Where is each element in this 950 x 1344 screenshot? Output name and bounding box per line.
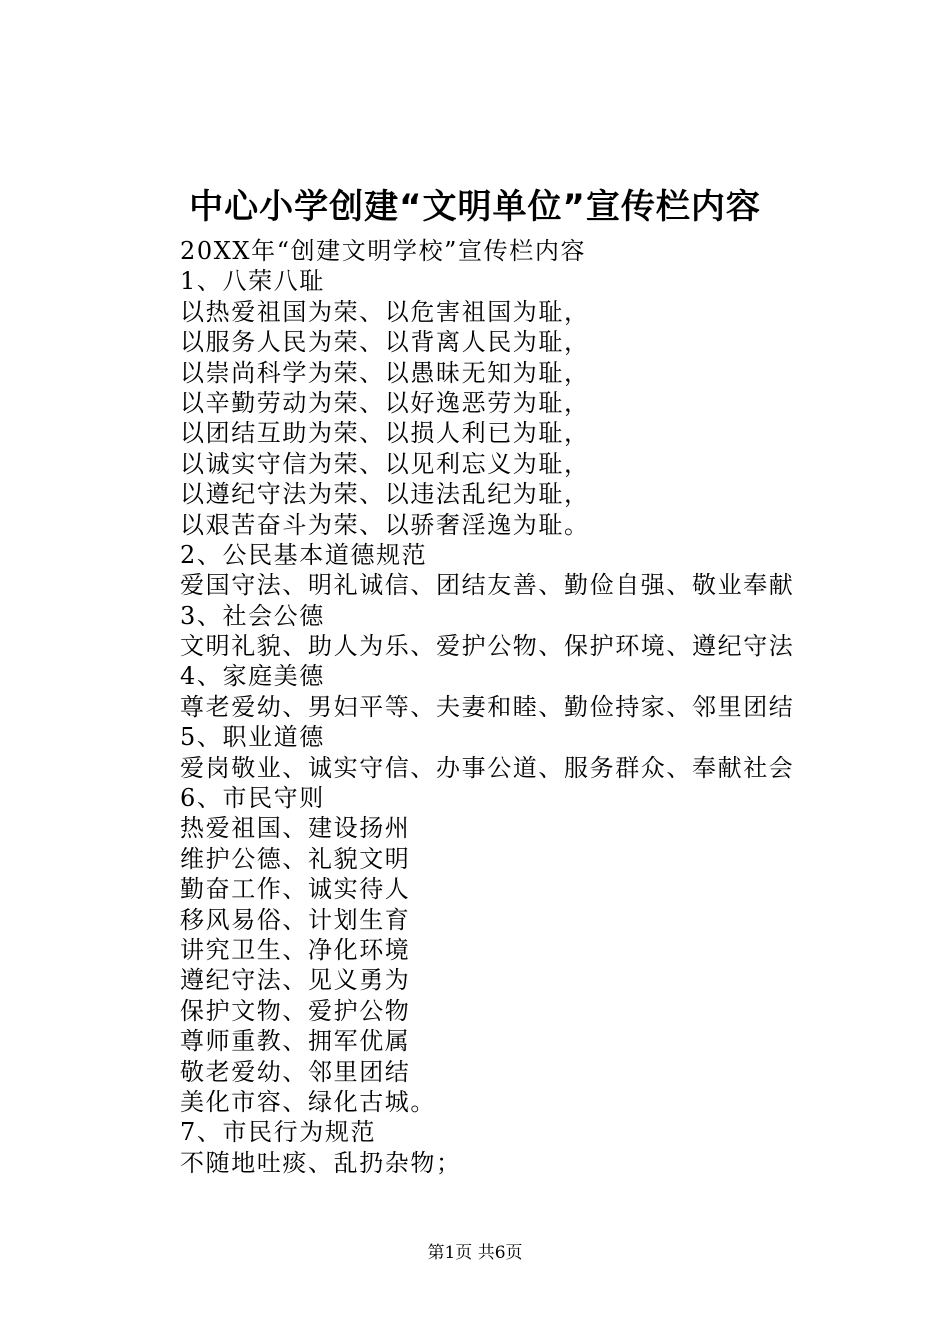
text-line: 爱国守法、明礼诚信、团结友善、勤俭自强、敬业奉献 <box>180 571 795 600</box>
section-heading: 2、公民基本道德规范 <box>180 540 428 569</box>
section-heading: 1、八荣八耻 <box>180 267 325 296</box>
section-heading: 4、家庭美德 <box>180 662 325 691</box>
text-line: 以遵纪守法为荣、以违法乱纪为耻， <box>180 480 590 509</box>
text-line: 尊师重教、拥军优属 <box>180 1027 411 1056</box>
page-title: 中心小学创建“文明单位”宣传栏内容 <box>189 187 761 227</box>
text-line: 以服务人民为荣、以背离人民为耻， <box>180 328 590 357</box>
text-line: 热爱祖国、建设扬州 <box>180 814 411 843</box>
text-line: 爱岗敬业、诚实守信、办事公道、服务群众、奉献社会 <box>180 753 795 782</box>
text-line: 以艰苦奋斗为荣、以骄奢淫逸为耻。 <box>180 510 590 539</box>
text-line: 勤奋工作、诚实待人 <box>180 875 411 904</box>
text-line: 尊老爱幼、男妇平等、夫妻和睦、勤俭持家、邻里团结 <box>180 692 795 721</box>
document-body <box>180 236 820 1178</box>
text-line: 20XX年“创建文明学校”宣传栏内容 <box>180 237 587 265</box>
text-line: 文明礼貌、助人为乐、爱护公物、保护环境、遵纪守法 <box>180 632 795 661</box>
text-line: 不随地吐痰、乱扔杂物； <box>180 1148 462 1177</box>
text-line: 以辛勤劳动为荣、以好逸恶劳为耻， <box>180 388 590 417</box>
text-line: 维护公德、礼貌文明 <box>180 844 411 873</box>
text-line: 移风易俗、计划生育 <box>180 905 411 934</box>
page-number-footer: 第1页 共6页 <box>427 1243 523 1263</box>
text-line: 以热爱祖国为荣、以危害祖国为耻， <box>180 297 590 326</box>
section-heading: 7、市民行为规范 <box>180 1118 377 1147</box>
text-line: 以诚实守信为荣、以见利忘义为耻， <box>180 449 590 478</box>
section-heading: 6、市民守则 <box>180 784 325 813</box>
text-line: 遵纪守法、见义勇为 <box>180 966 411 995</box>
text-line: 保护文物、爱护公物 <box>180 996 411 1025</box>
text-line: 讲究卫生、净化环境 <box>180 935 411 964</box>
text-line: 敬老爱幼、邻里团结 <box>180 1057 411 1086</box>
text-line: 以团结互助为荣、以损人利已为耻， <box>180 419 590 448</box>
text-line: 美化市容、绿化古城。 <box>180 1087 436 1116</box>
section-heading: 5、职业道德 <box>180 723 325 752</box>
section-heading: 3、社会公德 <box>180 601 325 630</box>
text-line: 以崇尚科学为荣、以愚昧无知为耻， <box>180 358 590 387</box>
